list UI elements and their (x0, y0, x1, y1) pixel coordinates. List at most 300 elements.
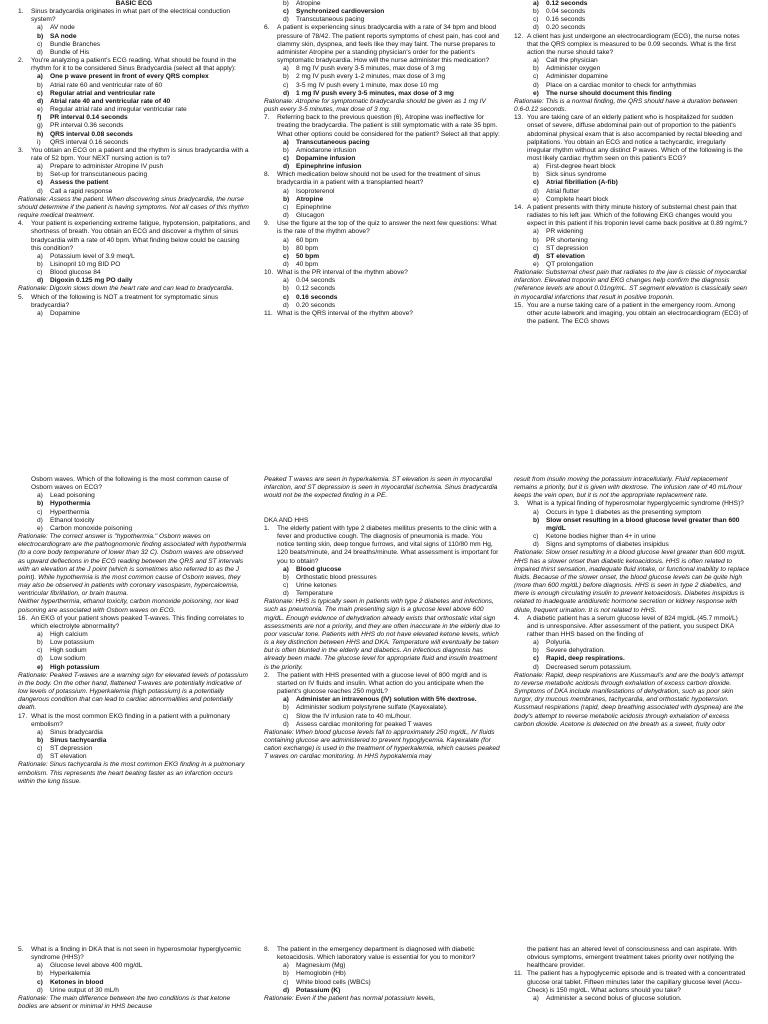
question-text: What is a finding in DKA that is not seen in hyperosmolar hyperglycemic syndrome (HHS)? (31, 946, 242, 962)
answer-option (18, 745, 250, 753)
answer-option (264, 590, 500, 598)
option-letter: d) (37, 753, 43, 761)
question-text: A diabetic patient has a serum glucose level of 824 mg/dL (45.7 mmol/L) and is unresponsive. After assessment of the patient, you suspect DKA rather than HHS based on the finding of (527, 614, 738, 638)
answer-option (18, 492, 250, 500)
answer-option-correct (514, 179, 750, 187)
option-text: Orthostatic blood pressures (296, 573, 377, 581)
option-letter: d) (533, 81, 539, 89)
option-text: 0.12 seconds (296, 285, 336, 293)
option-text: Potassium level of 3.9 meq/L (50, 252, 135, 260)
option-text: Administer dopamine (546, 73, 608, 81)
answer-option (264, 65, 500, 73)
question-number: 17. (18, 712, 28, 720)
answer-option (18, 631, 250, 639)
option-text: Glucose level above 400 mg/dL (50, 962, 143, 970)
answer-option (264, 713, 500, 721)
answer-option (264, 704, 500, 712)
rationale: Peaked T waves are seen in hyperkalemia. ST elevation is seen in myocardial infarction, and ST depression is seen in myocardial ischemia. Sinus bradycardia would not be the expected finding in a PE. (264, 476, 498, 500)
answer-option (18, 525, 250, 533)
option-letter: a) (37, 962, 43, 970)
answer-option (18, 188, 250, 196)
option-letter: b) (283, 73, 289, 81)
option-text: Decreased serum potassium. (546, 663, 632, 671)
option-text: Transcutaneous pacing (296, 138, 370, 146)
option-letter: a) (37, 492, 43, 500)
rationale: Rationale: The main difference between the two conditions is that ketone bodies are absent or minimal in HHS because (18, 994, 231, 1011)
option-text: Severe dehydration. (546, 647, 606, 655)
answer-option-correct (514, 517, 750, 533)
rationale: HHS has a slower onset than diabetic ketoacidosis. HHS is often related to impaired thirst sensation, inadequate fluid intake, or functional inability to replace fluids. Because of the slower onset, the blood glucose levels can be quite high (more than 600 mg/dL) before diagnosis. HHS is seen in type 2 diabetics, and there is enough circulating insulin to prevent ketoacidosis. Diabetes insipidus is related to inadequate antidiuretic hormone secretion or kidney response with dilute, frequent urination. It is not related to HHS. (514, 557, 750, 614)
spacer (264, 500, 500, 508)
question-number: 11. (264, 309, 273, 317)
option-text: Assess the patient (50, 179, 109, 187)
option-text: PR interval 0.14 seconds (50, 114, 128, 122)
option-letter: a) (283, 138, 289, 146)
option-letter: b) (533, 8, 539, 16)
answer-option (18, 49, 250, 57)
answer-option-correct (18, 73, 250, 81)
question-number: 2. (264, 671, 270, 679)
option-letter: a) (533, 163, 539, 171)
answer-option-correct (514, 90, 750, 98)
option-letter: d) (283, 301, 289, 309)
option-letter: b) (283, 285, 289, 293)
option-text: Bundle of His (50, 48, 90, 56)
option-text: Administer sodium polystyrene sulfate (Kayexalate). (296, 704, 448, 712)
option-text: Complete heart block (546, 195, 609, 203)
answer-option (264, 16, 500, 24)
option-text: 0.16 seconds (546, 16, 586, 24)
option-letter: c) (283, 252, 289, 260)
answer-option-correct (264, 294, 500, 302)
question (264, 672, 500, 696)
document-title: BASIC ECG (115, 0, 153, 7)
answer-option (514, 57, 750, 65)
answer-option-correct (18, 90, 250, 98)
question-number: 9. (264, 220, 270, 228)
answer-option (18, 24, 250, 32)
option-text: Atrial rate 60 and ventricular rate of 60 (50, 81, 163, 89)
question (18, 220, 250, 253)
option-text: Epinephrine (296, 203, 332, 211)
answer-option (514, 533, 750, 541)
rationale: Rationale: Substernal chest pain that radiates to the jaw is classic of myocardial infarction. Elevated troponin and EKG changes help confirm the diagnosis (reference levels are about 0.01ng/mL. ST segment elevation is classically seen in myocardial infarctions that result in positive troponin. (514, 269, 748, 301)
option-text: Potassium (K) (296, 986, 341, 994)
question-text: What is the most common EKG finding in a patient with a pulmonary embolism? (31, 712, 231, 728)
rationale: Rationale: Even if the patient has normal potassium levels, (264, 994, 436, 1002)
question (264, 24, 500, 65)
question-number: 8. (264, 171, 270, 179)
answer-option (264, 261, 500, 269)
page-2-column-2 (264, 476, 500, 938)
question-text: A client has just undergone an electrocardiogram (ECG), the nurse notes that the QRS complex is measured to be 0.09 seconds. What is the first action the nurse should take? (527, 32, 740, 56)
question-text: What is a typical finding of hyperosmolar hyperglycemic syndrome (HHS)? (527, 500, 744, 508)
question (514, 302, 750, 326)
answer-option (264, 302, 500, 310)
option-letter: g) (37, 122, 43, 130)
answer-option (264, 188, 500, 196)
option-text: Atropine (296, 0, 321, 7)
option-text: First-degree heart block (546, 163, 616, 171)
answer-option (18, 82, 250, 90)
option-text: Call the physician (546, 57, 598, 65)
option-text: High sodium (50, 647, 87, 655)
rationale: Rationale: When blood glucose levels fall to approximately 250 mg/dL, IV fluids containing glucose are administered to prevent hypoglycemia. Kayexalate (for cation exchange) is used in the treatment of hyperkalemia, which causes peaked T waves on cardiac monitoring. In HHS hypokalemia may (264, 728, 500, 761)
option-text: Polyuria. (546, 639, 572, 647)
option-letter: b) (37, 970, 43, 978)
question-text: The elderly patient with type 2 diabetes mellitus presents to the clinic with a fever and productive cough. The diagnosis of pneumonia is made. You notice tenting skin, deep tongue furrows, and vital signs of 110/80 mm Hg, 120 beats/minute, and 24 breaths/minute. What assessment is important for you to obtain? (277, 524, 499, 565)
option-letter: b) (37, 261, 43, 268)
question-number: 2. (18, 57, 24, 65)
option-text: 0.16 seconds (296, 293, 338, 301)
page-1-column-1 (18, 0, 250, 462)
option-letter: d) (37, 655, 43, 663)
option-text: Low potassium (50, 639, 94, 647)
option-text: 0.04 seconds (546, 8, 586, 16)
option-text: Occurs in type 1 diabetes as the presenting symptom (546, 508, 702, 516)
option-letter: b) (533, 236, 539, 244)
option-text: QRS interval 0.08 seconds (50, 130, 133, 138)
question (264, 946, 500, 962)
option-text: AV node (50, 24, 75, 32)
option-letter: d) (283, 720, 289, 728)
option-letter: c) (283, 8, 289, 16)
option-text: ST depression (50, 745, 93, 753)
answer-option-correct (264, 139, 500, 147)
page-3-column-3 (514, 946, 750, 1024)
answer-option (264, 147, 500, 155)
option-letter: a) (533, 228, 539, 236)
answer-option-correct (18, 979, 250, 987)
answer-option (264, 237, 500, 245)
option-letter: a) (37, 309, 43, 317)
option-text: Regular atrial and ventricular rate (50, 89, 156, 97)
question (18, 713, 250, 729)
option-letter: b) (37, 737, 44, 744)
answer-option (264, 245, 500, 253)
option-letter: c) (283, 582, 289, 589)
option-letter: h) (37, 130, 44, 138)
answer-option (18, 269, 250, 277)
option-text: Low sodium (50, 655, 86, 663)
page-3-column-1 (18, 946, 250, 1024)
option-letter: b) (37, 171, 43, 179)
question (264, 220, 500, 236)
option-letter: c) (283, 712, 289, 720)
question-number: 5. (18, 293, 24, 301)
answer-option (514, 65, 750, 73)
answer-option (264, 82, 500, 90)
question-text: Your patient is experiencing extreme fatigue, hypotension, palpitations, and shortness of breath. You obtain an ECG and discover a rhythm of sinus bradycardia with a rate of 40 bpm. What finding below could be causing this condition? (31, 220, 250, 252)
option-text: Sick sinus syndrome (546, 171, 607, 179)
answer-option (514, 639, 750, 647)
option-text: Urine ketones (296, 582, 337, 589)
answer-option (264, 0, 500, 8)
answer-option (514, 73, 750, 81)
option-letter: c) (37, 978, 43, 986)
option-text: Dopamine infusion (296, 154, 356, 162)
answer-option-correct (18, 500, 250, 508)
option-text: Lisinopril 10 mg BID PO (50, 261, 121, 268)
question-text: What is the QRS interval of the rhythm above? (277, 309, 413, 317)
answer-option (18, 171, 250, 179)
answer-option (514, 509, 750, 517)
option-letter: c) (533, 179, 539, 187)
answer-option (18, 106, 250, 114)
option-letter: a) (283, 236, 289, 244)
option-letter: b) (533, 171, 539, 179)
option-text: 50 bpm (296, 252, 320, 260)
answer-option-correct (264, 196, 500, 204)
option-letter: e) (37, 106, 43, 114)
question-continued: the patient has an altered level of consciousness and can aspirate. With obvious symptoms, emergent treatment takes priority over notifying the healthcare provider. (527, 946, 737, 970)
option-text: High calcium (50, 630, 88, 638)
option-letter: b) (283, 195, 290, 203)
answer-option (18, 517, 250, 525)
answer-option (18, 655, 250, 663)
option-letter: b) (283, 0, 289, 7)
question-number: 4. (18, 220, 24, 228)
answer-option-correct (264, 253, 500, 261)
page-2 (0, 476, 768, 938)
option-letter: a) (533, 57, 539, 65)
rationale: Rationale: Atropine for symptomatic bradycardia should be given as 1 mg IV push every 3-5 minutes, max dose of 3 mg. (264, 97, 486, 114)
option-text: Set-up for transcutaneous pacing (50, 171, 148, 179)
answer-option (264, 285, 500, 293)
answer-option-correct (18, 277, 250, 285)
question (514, 615, 750, 639)
option-text: Isoproterenol (296, 187, 335, 195)
question-number: 1. (264, 524, 270, 532)
page-2-column-1 (18, 476, 250, 938)
option-letter: c) (533, 655, 539, 663)
answer-option-correct (18, 179, 250, 187)
option-letter: e) (533, 89, 539, 97)
option-text: SA node (50, 32, 77, 40)
page-2-column-3 (514, 476, 750, 938)
option-text: Temperature (296, 590, 334, 598)
option-text: 2 mg IV push every 1-2 minutes, max dose of 3 mg (296, 73, 446, 81)
answer-option (514, 261, 750, 269)
answer-option (514, 171, 750, 179)
option-text: Synchronized cardioversion (296, 8, 385, 16)
option-letter: a) (37, 630, 43, 638)
answer-option-correct (18, 737, 250, 745)
option-text: Sinus bradycardia (50, 728, 103, 736)
question (264, 171, 500, 187)
spacer (264, 509, 500, 517)
option-letter: b) (533, 65, 539, 73)
option-text: Ethanol toxicity (50, 516, 95, 524)
option-text: Administer a second bolus of glucose solution. (546, 994, 682, 1002)
question (264, 269, 500, 277)
option-text: 0.04 seconds (296, 277, 336, 285)
question-text: A patient presents with thirty minute history of substernal chest pain that radiates to his left jaw. Which of the following EKG changes would you expect in this patient if his troponin level came back positive at 0.89 ng/mL? (527, 203, 748, 228)
option-letter: d) (533, 663, 539, 671)
option-letter: b) (37, 32, 44, 40)
option-text: Ketone bodies higher than 4+ in urine (546, 533, 656, 541)
option-letter: f) (37, 114, 42, 122)
question (18, 147, 250, 163)
option-letter: d) (533, 24, 539, 32)
option-letter: d) (283, 986, 290, 994)
option-text: PR widening (546, 228, 584, 236)
option-text: Hemoglobin (Hb) (296, 970, 346, 978)
rationale: Rationale: HHS is typically seen in patients with type 2 diabetes and infections, such as pneumonia. The main presenting sign is a glucose level above 600 mg/dL. Enough evidence of dehydration already exists that orthostatic vital sign assessments are not a priority, and they are often inaccurate in the elderly due to poor vascular tone. Patients with HHS do not have elevated ketone levels, which is a key distinction between HHS and DKA. Temperature will eventually be taken but is often blunted in the elderly and diabetics. An infectious diagnosis has already been made. The glucose level for appropriate fluid and insulin treatment is the priority. (264, 598, 500, 671)
option-text: 8 mg IV push every 3-5 minutes, max dose of 3 mg (296, 65, 446, 73)
option-letter: b) (37, 81, 43, 89)
option-letter: d) (283, 261, 289, 268)
option-letter: a) (37, 252, 43, 260)
option-letter: c) (37, 647, 43, 655)
question-continued: Osborn waves. Which of the following is the most common cause of Osborn waves on ECG? (31, 476, 229, 492)
question-text: Which medication below should not be used for the treatment of sinus bradycardia in a patient with a transplanted heart? (277, 171, 481, 187)
option-text: 3-5 mg IV push every 1 minute, max dose 10 mg (296, 81, 439, 89)
option-letter: i) (37, 138, 41, 146)
option-text: Amiodarone infusion (296, 146, 357, 154)
answer-option (514, 995, 750, 1003)
answer-option (514, 228, 750, 236)
answer-option-correct (18, 664, 250, 672)
option-letter: c) (37, 179, 43, 187)
page-1-column-3 (514, 0, 750, 462)
question-number: 12. (514, 32, 524, 40)
answer-option (18, 647, 250, 655)
option-letter: d) (37, 516, 43, 524)
answer-option-correct (18, 114, 250, 122)
option-text: Regular atrial rate and irregular ventricular rate (50, 106, 187, 114)
answer-option (514, 16, 750, 24)
question (18, 294, 250, 310)
question-text: Referring back to the previous question (6), Atropine was ineffective for treating the bradycardia. The patient is still symptomatic with a rate 35 bpm. What other options could be considered for the patient? Select all that apply: (277, 114, 500, 138)
option-text: Atropine (296, 195, 324, 203)
rationale: Rationale: Peaked T-waves are a warning sign for elevated levels of potassium in the body. On the other hand, flattened T-waves are potentially indicative of low levels of potassium. Hyperkalemia (high potassium) is a potentially dangerous condition that can lead to cardiac abnormalities and potentially death. (18, 671, 248, 712)
option-letter: c) (283, 978, 289, 986)
option-text: 0.12 seconds (546, 0, 588, 7)
answer-option (514, 8, 750, 16)
answer-option (514, 541, 750, 549)
option-letter: e) (37, 663, 43, 671)
question-text: A patient is experiencing sinus bradycardia with a rate of 34 bpm and blood pressure of 78/42. The patient reports symptoms of chest pain, has cool and clammy skin, dyspnea, and feels like they may faint. The nurse prepares to administer Atropine per a standing physician's order for the patient's symptomatic bradycardia. How will the nurse administer this medication? (277, 24, 500, 65)
option-letter: b) (533, 516, 540, 524)
answer-option (18, 41, 250, 49)
section-heading: DKA AND HHS (264, 516, 309, 524)
question-text: The patient has a hypoglycemic episode and is treated with a concentrated glucose oral tablet. Fifteen minutes later the capillary glucose level (Accu-Check) is 150 mg/dL. What actions should you take? (527, 970, 746, 994)
option-text: Rapid, deep respirations. (546, 655, 625, 663)
option-text: Signs and symptoms of diabetes insipidus (546, 541, 669, 549)
option-text: Blood glucose 84 (50, 269, 101, 277)
option-text: PR interval 0.36 seconds (50, 122, 124, 130)
answer-option (514, 245, 750, 253)
option-letter: c) (533, 73, 539, 81)
answer-option (18, 122, 250, 130)
question-text: You are taking care of an elderly patient who is hospitalized for sudden onset of severe, diffuse abdominal pain out of proportion to the patient's abdominal physical exam that is also accompanied by rectal bleeding and palpitations. You obtain an ECG and notice a tachycardic, irregularly irregular rhythm without any distinct P waves. Which of the following is the most likely cardiac rhythm seen on this patient's ECG? (527, 114, 743, 162)
option-text: Assess cardiac monitoring for peaked T waves (296, 720, 433, 728)
option-text: Hypothermia (50, 500, 91, 508)
answer-option (514, 196, 750, 204)
page-3 (0, 946, 768, 1024)
page-3-column-2 (264, 946, 500, 1024)
option-text: Atrial fibrillation (A-fib) (546, 179, 618, 187)
question (514, 33, 750, 57)
question (18, 57, 250, 73)
answer-option (18, 987, 250, 995)
question (264, 310, 500, 318)
answer-option (264, 970, 500, 978)
answer-option (264, 212, 500, 220)
option-text: Sinus tachycardia (50, 737, 107, 744)
option-letter: a) (283, 696, 289, 704)
answer-option (264, 979, 500, 987)
option-text: Call a rapid response (50, 187, 113, 195)
answer-option (264, 204, 500, 212)
option-letter: b) (37, 500, 44, 508)
question-text: Sinus bradycardia originates in what part of the electrical conduction system? (31, 8, 231, 24)
answer-option-correct (264, 163, 500, 171)
question-number: 3. (18, 146, 24, 154)
option-letter: c) (37, 508, 43, 516)
answer-option (264, 721, 500, 729)
question-number: 11. (514, 970, 523, 978)
option-text: Prepare to administer Atropine IV push (50, 163, 164, 171)
answer-option (18, 729, 250, 737)
option-text: Urine output of 30 mL/h (50, 986, 119, 994)
question (18, 615, 250, 631)
answer-option (18, 253, 250, 261)
option-letter: b) (283, 573, 289, 581)
option-text: One p wave present in front of every QRS complex (50, 73, 209, 81)
option-text: Blood glucose (296, 565, 342, 573)
question-number: 15. (514, 301, 524, 309)
rationale: result from insulin moving the potassium intracellularly. Fluid replacement remains a priority, but it is given with dextrose. The infusion rate of 40 mL/hour keeps the vein open, but it is not the appropriate replacement rate. (514, 476, 743, 500)
option-text: QT prolongation (546, 261, 594, 268)
option-letter: c) (533, 244, 539, 252)
answer-option (514, 237, 750, 245)
answer-option-correct (264, 566, 500, 574)
question (264, 525, 500, 566)
option-letter: d) (283, 212, 289, 220)
option-letter: b) (37, 639, 43, 647)
option-text: Bundle Branches (50, 40, 101, 48)
answer-option-correct (264, 8, 500, 16)
page-1 (0, 0, 768, 462)
answer-option-correct (264, 90, 500, 98)
answer-option (18, 139, 250, 147)
rationale: Rationale: Rapid, deep respirations are Kussmaul's and are the body's attempt to reverse metabolic acidosis through exhalation of excess carbon dioxide. Symptoms of DKA include manifestations of dehydration, such as poor skin turgor, dry mucous membranes, tachycardia, and orthostatic hypotension. Kussmaul respirations (rapid, deep breathing associated with dyspnea) are the body's attempt to reverse metabolic acidosis through exhalation of excess carbon dioxide. Acetone is detected on the breath as a sweet, fruity odor (514, 671, 744, 728)
option-text: ST elevation (546, 252, 585, 260)
answer-option (264, 277, 500, 285)
option-letter: b) (533, 647, 539, 655)
option-letter: c) (533, 16, 539, 24)
question (514, 114, 750, 163)
option-text: Dopamine (50, 309, 81, 317)
option-letter: a) (283, 565, 289, 573)
option-letter: d) (533, 541, 539, 549)
answer-option (514, 24, 750, 32)
question-number: 5. (18, 946, 24, 953)
rationale: Rationale: The correct answer is "hypothermia." Osborn waves on electrocardiogram are the pathognomonic finding associated with hypothermia (to a core body temperature of lower than 32 C). Osborn waves are observed as upward deflections in the ECG reading between the QRS and ST intervals with an elevation at the J point (which is sometimes also referred to as the J point). While hypothermia is the most common cause of Osborn waves, they may also be observed in patients with coronary vasospasm, hypercalcemia, ventricular fibrillation, or brain trauma. (18, 533, 247, 598)
option-text: 1 mg IV push every 3-5 minutes, max dose of 3 mg (296, 89, 454, 97)
option-letter: b) (283, 146, 289, 154)
answer-option (264, 582, 500, 590)
option-text: Atrial rate 40 and ventricular rate of 40 (50, 97, 171, 105)
option-letter: a) (533, 639, 539, 647)
rationale: Rationale: Sinus tachycardia is the most common EKG finding in a pulmonary embolism. This represents the heart beating faster as an infarction occurs within the lung tissue. (18, 761, 245, 785)
rationale: Rationale: Assess the patient. When discovering sinus bradycardia, the nurse should determine if the patient is having symptoms. Not all cases of this rhythm require medical treatment. (18, 195, 249, 220)
rationale: Neither hyperthermia, ethanol toxicity, carbon monoxide poisoning, nor lead poisoning are associated with Osborn waves on ECG. (18, 598, 239, 614)
option-text: ST elevation (50, 753, 87, 761)
question-number: 1. (18, 8, 24, 16)
